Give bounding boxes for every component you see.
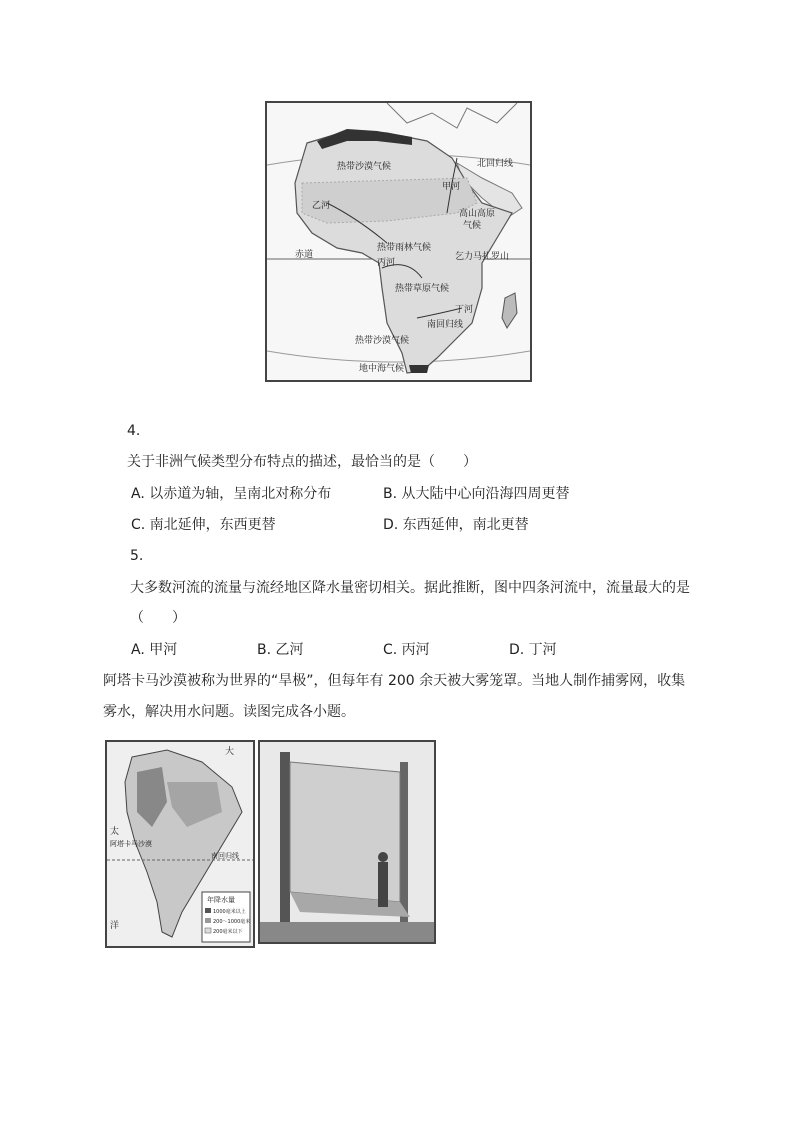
ground xyxy=(260,922,434,942)
q5-option-d: D. 丁河 xyxy=(509,642,557,658)
label-pacific-1: 太 xyxy=(110,827,120,837)
legend-label-1: 1000毫米以上 xyxy=(213,909,246,915)
legend-label-3: 200毫米以下 xyxy=(213,929,243,935)
q5-option-a: A. 甲河 xyxy=(131,642,178,658)
label-highland-2: 气候 xyxy=(463,221,482,231)
label-river-b: 乙河 xyxy=(312,201,331,211)
q5-number: 5. xyxy=(130,548,144,564)
legend-title: 年降水量 xyxy=(207,896,235,904)
label-kilimanjaro: 乞力马扎罗山 xyxy=(455,252,510,262)
q5-option-c: C. 丙河 xyxy=(383,642,430,658)
fog-net-photo-svg xyxy=(260,742,434,942)
legend-label-2: 200～1000毫米 xyxy=(213,919,251,925)
south-america-map-svg xyxy=(107,742,253,946)
q5-paren: （ ） xyxy=(130,610,186,626)
label-equator: 赤道 xyxy=(295,250,314,260)
label-pacific-3: 洋 xyxy=(110,921,120,931)
person-figure xyxy=(378,862,388,907)
q4-option-c: C. 南北延伸，东西更替 xyxy=(131,517,276,533)
label-tropical-savanna: 热带草原气候 xyxy=(395,284,450,294)
q4-option-d: D. 东西延伸，南北更替 xyxy=(383,517,529,533)
passage-line-2: 雾水，解决用水问题。读图完成各小题。 xyxy=(103,704,355,720)
label-tropic-cancer: 北回归线 xyxy=(477,159,514,169)
passage-line-1: 阿塔卡马沙漠被称为世界的“旱极”，但每年有 200 余天被大雾笼罩。当地人制作捕雾网，收集 xyxy=(103,673,686,689)
fog-net-pole-left xyxy=(280,752,290,942)
label-atacama: 阿塔卡马沙漠 xyxy=(110,840,152,848)
legend-swatch-1 xyxy=(205,908,211,913)
q5-option-b: B. 乙河 xyxy=(257,642,304,658)
q4-number: 4. xyxy=(127,423,141,439)
legend-swatch-2 xyxy=(205,918,211,923)
africa-climate-map xyxy=(265,101,532,382)
africa-map-svg xyxy=(267,103,530,380)
label-tropic-capricorn: 南回归线 xyxy=(427,320,464,330)
south-america-map xyxy=(105,740,255,948)
legend-swatch-3 xyxy=(205,928,211,933)
label-mediterranean: 地中海气候 xyxy=(359,364,405,374)
mediterranean-zone-south xyxy=(409,365,429,373)
q4-stem: 关于非洲气候类型分布特点的描述，最恰当的是（ ） xyxy=(127,454,477,470)
label-river-a: 甲河 xyxy=(442,182,461,192)
q4-option-a: A. 以赤道为轴，呈南北对称分布 xyxy=(131,486,332,502)
label-tropical-rainforest: 热带雨林气候 xyxy=(377,243,432,253)
label-capricorn-sa: 南回归线 xyxy=(211,852,239,860)
label-river-d: 丁河 xyxy=(455,305,474,315)
q5-stem: 大多数河流的流量与流经地区降水量密切相关。据此推断，图中四条河流中，流量最大的是 xyxy=(130,580,690,596)
q4-option-b: B. 从大陆中心向沿海四周更替 xyxy=(383,486,570,502)
label-tropical-desert-north: 热带沙漠气候 xyxy=(337,162,392,172)
person-head xyxy=(378,852,388,862)
label-tropical-desert-south: 热带沙漠气候 xyxy=(355,336,410,346)
label-ocean-right: 大 xyxy=(225,747,235,757)
label-highland: 高山高原 xyxy=(459,209,496,219)
fog-net-photo xyxy=(258,740,436,944)
label-river-c: 丙河 xyxy=(377,258,396,268)
